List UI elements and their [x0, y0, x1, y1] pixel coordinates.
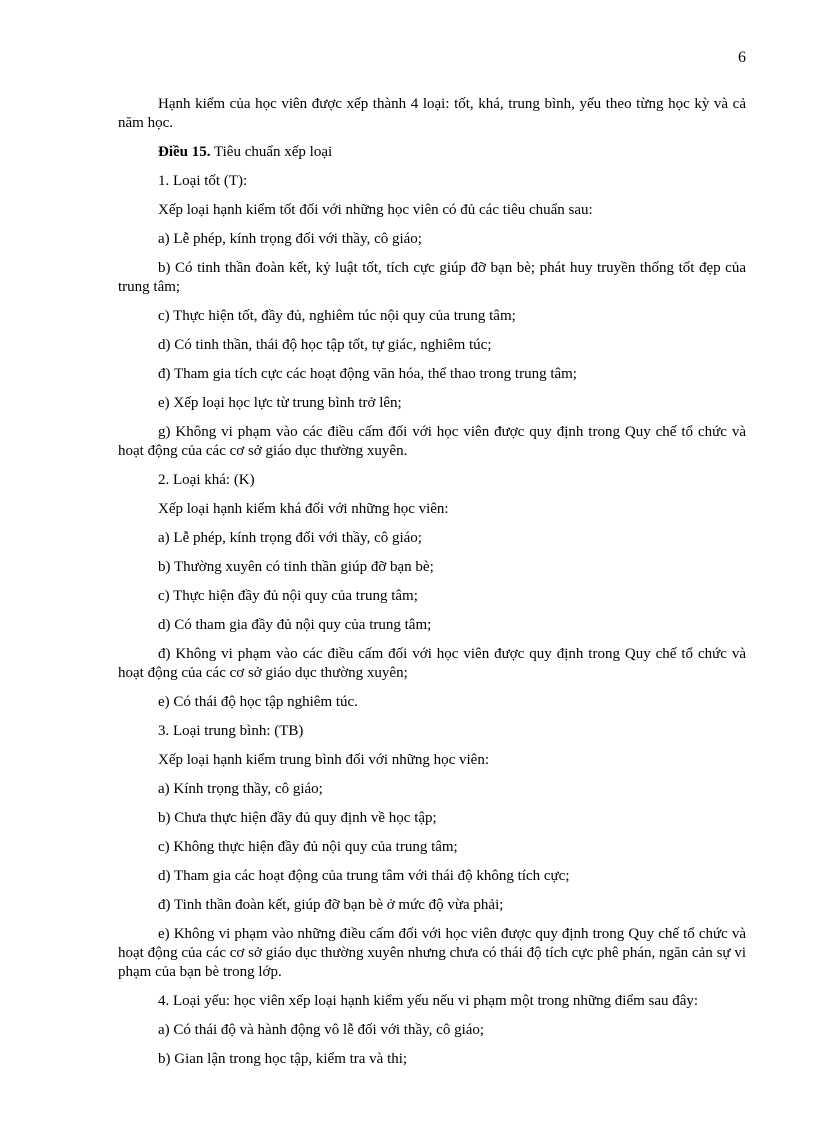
list-item: e) Có thái độ học tập nghiêm túc. — [158, 694, 358, 710]
list-item: c) Thực hiện đầy đủ nội quy của trung tâm; — [158, 588, 418, 604]
list-item: a) Kính trọng thầy, cô giáo; — [158, 781, 323, 797]
list-item: a) Lễ phép, kính trọng đối với thầy, cô giáo; — [158, 231, 422, 247]
list-item: a) Có thái độ và hành động vô lễ đối với thầy, cô giáo; — [158, 1022, 485, 1038]
list-item: c) Không thực hiện đầy đủ nội quy của trung tâm; — [158, 839, 458, 855]
list-item: e) Xếp loại học lực từ trung bình trở lên; — [158, 395, 402, 411]
list-item: đ) Không vi phạm vào các điều cấm đối với học viên được quy định trong Quy chế tổ chức và hoạt động của các cơ sở giáo dục thường xuyên; — [118, 646, 746, 681]
list-item: c) Thực hiện tốt, đầy đủ, nghiêm túc nội quy của trung tâm; — [158, 308, 516, 324]
list-item: đ) Tinh thần đoàn kết, giúp đỡ bạn bè ở mức độ vừa phải; — [158, 897, 504, 913]
list-item: b) Chưa thực hiện đầy đủ quy định về học tập; — [158, 810, 437, 826]
paragraph: Xếp loại hạnh kiểm khá đối với những học viên: — [158, 501, 449, 517]
list-item: b) Thường xuyên có tinh thần giúp đỡ bạn bè; — [158, 559, 434, 575]
section-heading: 4. Loại yếu: học viên xếp loại hạnh kiểm yếu nếu vi phạm một trong những điểm sau đây: — [158, 993, 699, 1009]
list-item: e) Không vi phạm vào những điều cấm đối với học viên được quy định trong Quy chế tổ chức và hoạt động của các cơ sở giáo dục thường xuyên nhưng chưa có thái độ tích cực phê phán, ngăn cản sự vi phạm của bạn bè trong lớp. — [118, 926, 746, 980]
list-item: a) Lễ phép, kính trọng đối với thầy, cô giáo; — [158, 530, 422, 546]
article-number: Điều 15. — [158, 144, 211, 160]
section-heading: 1. Loại tốt (T): — [158, 173, 248, 189]
list-item: b) Có tinh thần đoàn kết, kỷ luật tốt, tích cực giúp đỡ bạn bè; phát huy truyền thống tốt đẹp của trung tâm; — [118, 260, 746, 295]
document-body — [118, 95, 746, 1079]
paragraph: Xếp loại hạnh kiểm trung bình đối với những học viên: — [158, 752, 490, 768]
list-item: đ) Tham gia tích cực các hoạt động văn hóa, thể thao trong trung tâm; — [158, 366, 577, 382]
list-item: d) Có tinh thần, thái độ học tập tốt, tự giác, nghiêm túc; — [158, 337, 492, 353]
list-item: d) Tham gia các hoạt động của trung tâm với thái độ không tích cực; — [158, 868, 570, 884]
paragraph: Hạnh kiểm của học viên được xếp thành 4 loại: tốt, khá, trung bình, yếu theo từng học kỳ và cả năm học. — [118, 96, 746, 131]
page-number: 6 — [738, 49, 746, 66]
article-heading: Điều 15. Tiêu chuẩn xếp loại — [158, 144, 333, 160]
list-item: b) Gian lận trong học tập, kiểm tra và thi; — [158, 1051, 408, 1067]
list-item: d) Có tham gia đầy đủ nội quy của trung tâm; — [158, 617, 432, 633]
section-heading: 3. Loại trung bình: (TB) — [158, 723, 304, 739]
paragraph: Xếp loại hạnh kiểm tốt đối với những học viên có đủ các tiêu chuẩn sau: — [158, 202, 593, 218]
list-item: g) Không vi phạm vào các điều cấm đối với học viên được quy định trong Quy chế tổ chức và hoạt động của các cơ sở giáo dục thường xuyên. — [118, 424, 746, 459]
section-heading: 2. Loại khá: (K) — [158, 472, 255, 488]
